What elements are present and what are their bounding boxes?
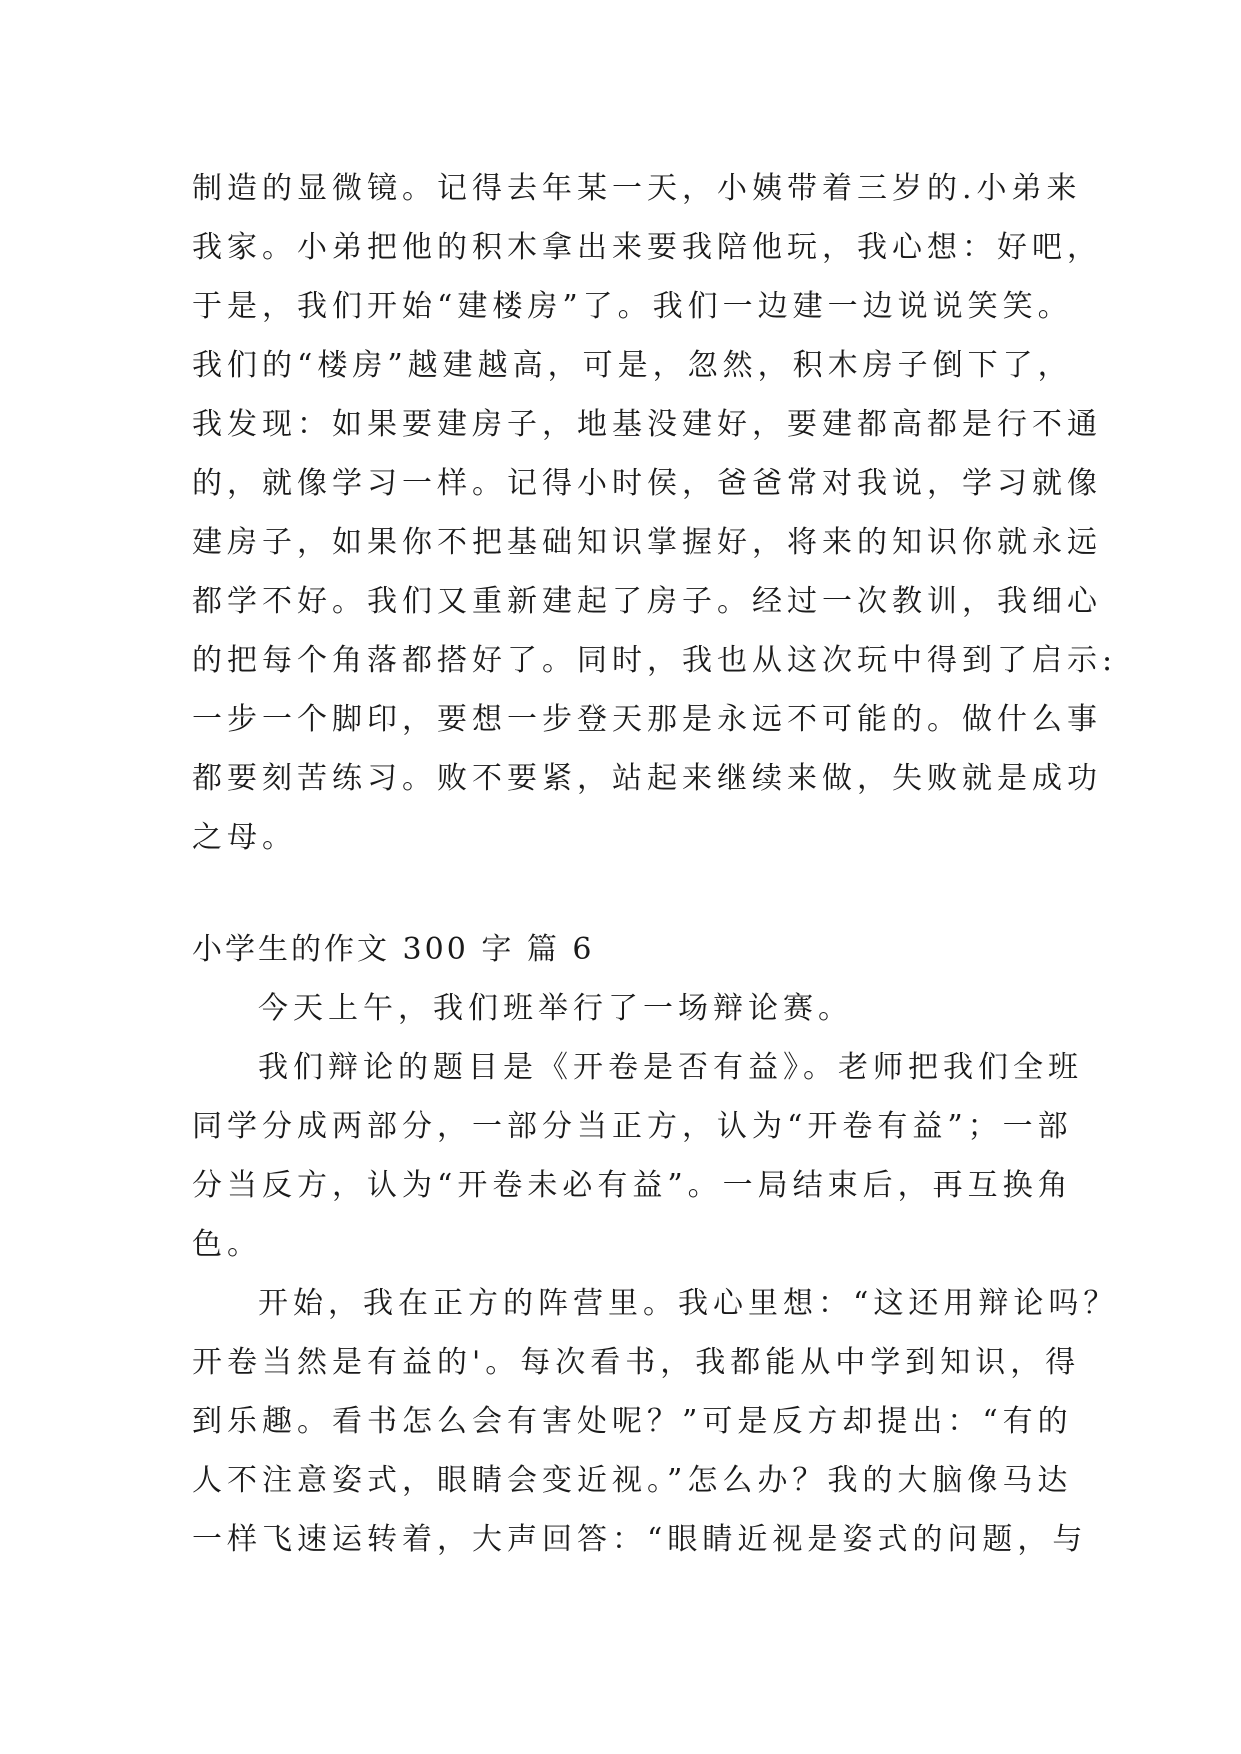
paragraph-first-line: 开始，我在正方的阵营里。我心里想：“这还用辩论吗？ [258, 1286, 1119, 1321]
text-line: 的把每个角落都搭好了。同时，我也从这次玩中得到了启示: [192, 643, 1118, 678]
text-line: 都要刻苦练习。败不要紧，站起来继续来做，失败就是成功 [192, 761, 1102, 796]
text-line: 制造的显微镜。记得去年某一天，小姨带着三岁的.小弟来 [192, 171, 1082, 206]
text-line: 我家。小弟把他的积木拿出来要我陪他玩，我心想：好吧， [192, 230, 1102, 265]
text-line: 建房子，如果你不把基础知识掌握好，将来的知识你就永远 [192, 525, 1102, 560]
text-line: 一步一个脚印，要想一步登天那是永远不可能的。做什么事 [192, 702, 1102, 737]
text-line: 到乐趣。看书怎么会有害处呢？”可是反方却提出：“有的 [192, 1404, 1073, 1439]
text-line: 我发现：如果要建房子，地基没建好，要建都高都是行不通 [192, 407, 1102, 442]
essay-body [192, 979, 1119, 1569]
text-line: 都学不好。我们又重新建起了房子。经过一次教训，我细心 [192, 584, 1102, 619]
text-line: 于是，我们开始“建楼房”了。我们一边建一边说说笑笑。 [192, 289, 1073, 324]
paragraph-first-line: 今天上午，我们班举行了一场辩论赛。 [258, 991, 853, 1026]
text-line: 同学分成两部分，一部分当正方，认为“开卷有益”；一部 [192, 1109, 1073, 1144]
text-line: 之母。 [192, 820, 297, 855]
text-line: 开卷当然是有益的'。每次看书，我都能从中学到知识，得 [192, 1345, 1081, 1380]
paragraph-first-line: 我们辩论的题目是《开卷是否有益》。老师把我们全班 [258, 1050, 1083, 1085]
text-line: 我们的“楼房”越建越高，可是，忽然，积木房子倒下了， [192, 348, 1073, 383]
text-line: 的，就像学习一样。记得小时侯，爸爸常对我说，学习就像 [192, 466, 1102, 501]
text-line: 分当反方，认为“开卷未必有益”。一局结束后，再互换角 [192, 1168, 1073, 1203]
essay-continuation [192, 159, 1118, 867]
essay-heading: 小学生的作文 300 字 篇 6 [192, 932, 595, 967]
text-line: 色。 [192, 1227, 262, 1262]
text-line: 一样飞速运转着，大声回答：“眼睛近视是姿式的问题，与 [192, 1522, 1088, 1557]
text-line: 人不注意姿式，眼睛会变近视。”怎么办？我的大脑像马达 [192, 1463, 1073, 1498]
